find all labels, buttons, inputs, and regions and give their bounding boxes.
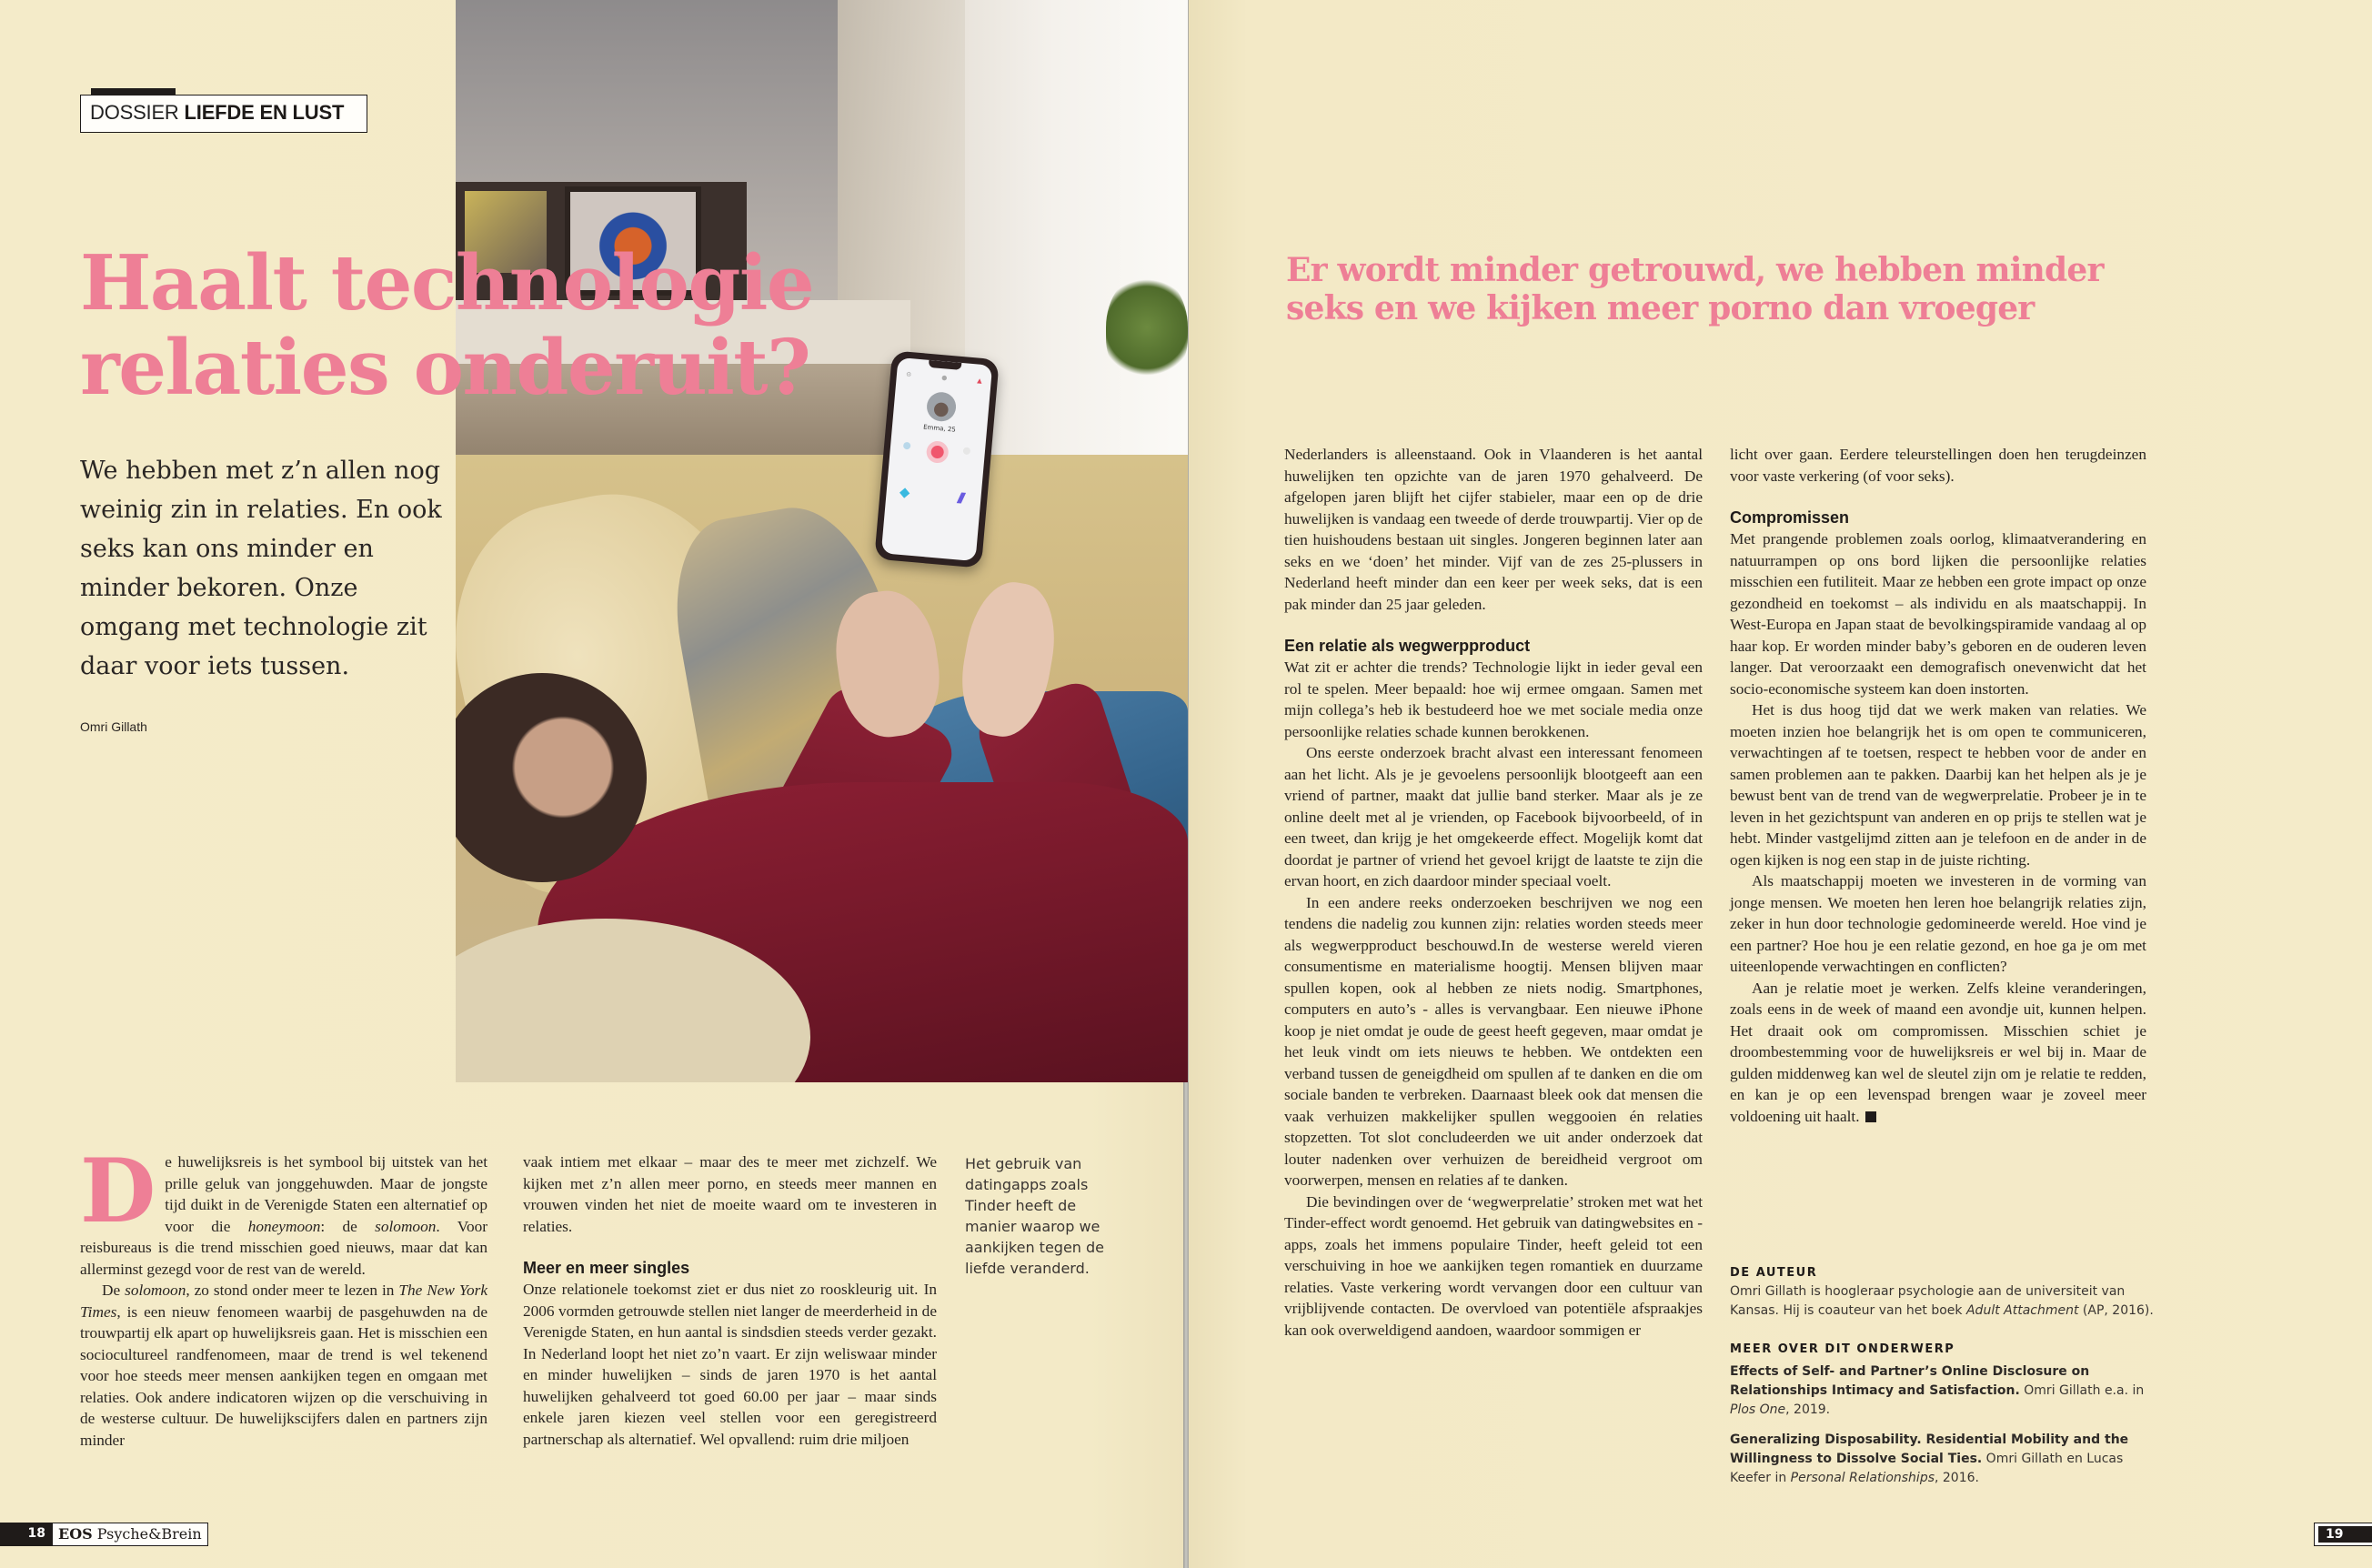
- author-bio: Omri Gillath is hoogleraar psychologie aan de universiteit van Kansas. Hij is coauteur van het boek Adult Attachment (AP, 2016).: [1730, 1284, 2154, 1318]
- body-paragraph: De huwelijksreis is het symbool bij uitstek van het prille geluk van jonggehuwden. Maar de jongste tijd duikt in de Verenigde Staten een alternatief op voor die honeymoon: de solomoon. Voor reisbureaus is die trend misschien goed nieuws, maar dat kan allerminst gezegd voor de rest van de wereld.: [80, 1140, 487, 1278]
- edit-icon: [963, 447, 971, 456]
- body-paragraph: vaak intiem met elkaar – maar des te meer met zichzelf. We kijken met z’n allen meer porno, en steeds meer mannen en vrouwen vinden het niet de moeite waard om te investeren in relaties.: [523, 1153, 937, 1235]
- body-paragraph: In een andere reeks onderzoeken beschrijven we nog een tendens die nadelig zou kunnen zijn: relaties worden steeds meer als wegwerpproduct beschouwd.In de westerse wereld vieren consumentisme en materialisme hoogtij. Mensen blijven maar spullen kopen, ook al hebben ze niets nodig. Smartphones, computers en auto’s - alles is vervangbaar. Een nieuwe iPhone koop je niet omdat je oude de geest heeft gegeven, maar omdat je het leuk vindt om iets nieuws te hebben. We ontdekten een verband tussen de geneigdheid om spullen af te danken en die om sociale banden te verbreken. Daarnaast bleek ook dat mensen die vaak verhuizen makkelijker spullen weggooien én relaties stopzetten. Tot slot concludeerden we uit ander onderzoek dat louter nadenken over verhuizen de bereidheid vergroot om voorwerpen, mensen en relaties af te danken.: [1284, 893, 1703, 1189]
- author-label: DE AUTEUR: [1730, 1266, 1818, 1280]
- flame-icon: ▲: [976, 377, 983, 385]
- pull-quote: Het gebruik van datingapps zoals Tinder heeft de manier waarop we aankijken tegen de liefde veranderd.: [965, 1155, 1105, 1277]
- dossier-topic: LIEFDE EN LUST: [184, 101, 345, 124]
- reference-item: Effects of Self- and Partner’s Online Disclosure on Relationships Intimacy and Satisfaction. Omri Gillath e.a. in Plos One, 2019.: [1730, 1364, 2145, 1417]
- article-intro: We hebben met z’n allen nog weinig zin in relaties. En ook seks kan ons minder en minder bekoren. Onze omgang met technologie zit daar voor iets tussen.: [80, 457, 442, 680]
- body-column-4: [1730, 444, 2146, 1127]
- phone-screen: [881, 357, 992, 561]
- article-byline: Omri Gillath: [80, 719, 147, 734]
- body-column-1: [80, 1140, 487, 1451]
- body-paragraph: licht over gaan. Eerdere teleurstellingen doen hen terugdeinzen voor vaste verkering (of voor seks).: [1730, 446, 2146, 485]
- body-paragraph: Die bevindingen over de ‘wegwerprelatie’ stroken met wat het Tinder-effect wordt genoemd. Het gebruik van datingwebsites en -apps, zoals het immens populaire Tinder, heeft geleid tot een verschuiving in hoe we aankijken tegen romantiek en duurzame relaties. Vaste verkering wordt vervangen door een cultuur van vrijblijvende contacten. De overvloed van potentiële afspraakjes kan ook overweldigend aandoen, waardoor sommigen er: [1284, 1192, 1703, 1339]
- reference-item: Generalizing Disposability. Residential Mobility and the Willingness to Dissolve Social Ties. Omri Gillath en Lucas Keefer in Personal Relationships, 2016.: [1730, 1432, 2129, 1485]
- phone-app-icons: [906, 371, 982, 385]
- settings-dot-icon: [903, 442, 911, 450]
- magazine-name: EOS Psyche&Brein: [58, 1525, 202, 1543]
- body-paragraph: Onze relationele toekomst ziet er dus niet zo rooskleurig uit. In 2006 vormden getrouwde stellen niet langer de meerderheid in de Verenigde Staten, en hun aantal is sindsdien steeds verder gezakt. In Nederland loopt het niet zo’n vaart. Er zijn weliswaar minder en minder huwelijken – sinds de jaren 1970 is het aantal huwelijken gehalveerd tot goed 60.00 per jaar – maar sinds enkele jaren kiezen veel stellen voor een geregistreerd partnerschap als alternatief. Wel opvallend: ruim drie miljoen: [523, 1281, 937, 1448]
- left-folio: [0, 1523, 208, 1546]
- camera-button-icon: [926, 440, 950, 464]
- right-folio: [2314, 1523, 2372, 1546]
- body-paragraph: Als maatschappij moeten we investeren in de vorming van jonge mensen. We moeten hen leren hoe belangrijk relaties zijn, zeker in hun door technologie gedomineerde wereld. Hoe vind je een partner? Hoe hou je een relatie gezond, en hoe ga je om met uiteenlopende verwachtingen en conflicten?: [1730, 872, 2146, 975]
- body-column-3: [1284, 444, 1703, 1341]
- body-paragraph: Nederlanders is alleenstaand. Ook in Vlaanderen is het aantal huwelijken ten opzichte van de jaren 1970 gehalveerd. De afgelopen jaren blijft het cijfer stabieler, maar een op de drie huwelijken is vandaag een tweede of derde trouwpartij. Vier op de tien huishoudens bestaan uit singles. Jongeren beginnen later aan seks en we ‘doen’ het minder. Vijf van de zes 25-plussers in Nederland heeft minder dan een keer per week seks, dat is een pak minder dan 25 jaar geleden.: [1284, 446, 1703, 613]
- smartphone: [874, 350, 1000, 568]
- phone-notch: [929, 360, 962, 370]
- article-subhead: Er wordt minder getrouwd, we hebben minder seks en we kijken meer porno dan vroeger: [1286, 251, 2104, 327]
- page-number: 18: [0, 1523, 53, 1545]
- body-paragraph: Met prangende problemen zoals oorlog, klimaatverandering en natuurrampen op ons bord lijken die persoonlijke relaties misschien een futiliteit. Maar ze hebben een grote impact op onze gezondheid en toekomst – als individu en als maatschappij. In West-Europa en Japan staat de bevolkingspiramide vandaag al op haar kop. Er worden minder baby’s geboren en de ouderen leven langer. Dat veroorzaakt een demografisch onevenwicht dat het socio-economische systeem kan doen instorten.: [1730, 530, 2146, 698]
- section-heading: Een relatie als wegwerpproduct: [1284, 637, 1531, 655]
- chat-icon: ●: [940, 374, 948, 382]
- settings-icon: ⚙: [905, 370, 912, 379]
- end-of-article-icon: [1865, 1111, 1876, 1122]
- photo-plant: [1106, 273, 1188, 382]
- drop-cap: D: [80, 1140, 156, 1242]
- dossier-label: [80, 95, 367, 133]
- profile-name: Emma, 25: [922, 423, 957, 434]
- page-number: 19: [2318, 1526, 2372, 1543]
- article-photo: [456, 0, 1188, 1082]
- body-paragraph: Ons eerste onderzoek bracht alvast een interessant fenomeen aan het licht. Als je je gevoelens persoonlijk blootgeeft aan een vriend of partner, maakt dat jullie band sterker. Maar als je ze online deelt met al je vrienden, op Facebook bijvoorbeeld, of in een tweet, dan krijg je het omgekeerde effect. Mogelijk komt dat doordat je partner of vriend het gevoel krijgt de laatste te zijn die ervan hoort, en zich daardoor minder speciaal voelt.: [1284, 744, 1703, 890]
- body-paragraph: Aan je relatie moet je werken. Zelfs kleine veranderingen, zoals eens in de week of maand een avondje uit, kunnen helpen. Het draait ook om compromissen. Misschien schiet je droombestemming voor de huwelijksreis er wel bij in. Maar de gulden middenweg kan wel de sleutel zijn om je relatie te redden, en kan je op een levenspad brengen waar je zoveel meer voldoening uit haalt.: [1730, 979, 2146, 1125]
- title-line-2: relaties onderuit?: [80, 323, 810, 412]
- dossier-prefix: DOSSIER: [90, 101, 179, 124]
- further-reading-label: MEER OVER DIT ONDERWERP: [1730, 1342, 1955, 1356]
- body-column-2: [523, 1151, 937, 1450]
- title-line-1: Haalt technologie: [80, 238, 814, 327]
- body-paragraph: De solomoon, zo stond onder meer te lezen in The New York Times, is een nieuw fenomeen waarbij de pasgehuwden na de trouwpartij elk apart op huwelijksreis gaan. Het is misschien een sociocultureel randfenomeen, maar de trend is wel tekenend voor hoe steeds meer mensen aankijken tegen en omgaan met relaties. Ook andere indicatoren wijzen op die verschuiving in de westerse cultuur. De huwelijkscijfers dalen en partners zijn minder: [80, 1282, 487, 1449]
- star-icon: [900, 487, 910, 498]
- article-title: [80, 238, 826, 412]
- body-paragraph: Het is dus hoog tijd dat we werk maken van relaties. We moeten inzien hoe belangrijk het is om open te communiceren, verwachtingen af te toetsen, respect te hebben voor de ander en samen problemen aan te pakken. Daarbij kan het helpen als je je bewust bent van de trend van de wegwerprelatie. Probeer je in te leven in het gezichtspunt van anderen en op prijs te stellen wat je hebt. Minder vastgelijmd zitten aan je telefoon en de ander in de ogen kijken is nog een stap in de juiste richting.: [1730, 701, 2146, 869]
- section-heading: Meer en meer singles: [523, 1259, 690, 1277]
- profile-avatar: [926, 391, 958, 423]
- bolt-icon: [957, 493, 966, 504]
- photo-window: [965, 0, 1188, 473]
- section-heading: Compromissen: [1730, 508, 1850, 527]
- body-paragraph: Wat zit er achter die trends? Technologie lijkt in ieder geval een rol te spelen. Meer bepaald: hoe wij ermee omgaan. Samen met mijn collega’s heb ik bestudeerd hoe we met sociale media onze persoonlijke relaties schade kunnen berokkenen.: [1284, 658, 1703, 740]
- article-meta: [1730, 1264, 2157, 1488]
